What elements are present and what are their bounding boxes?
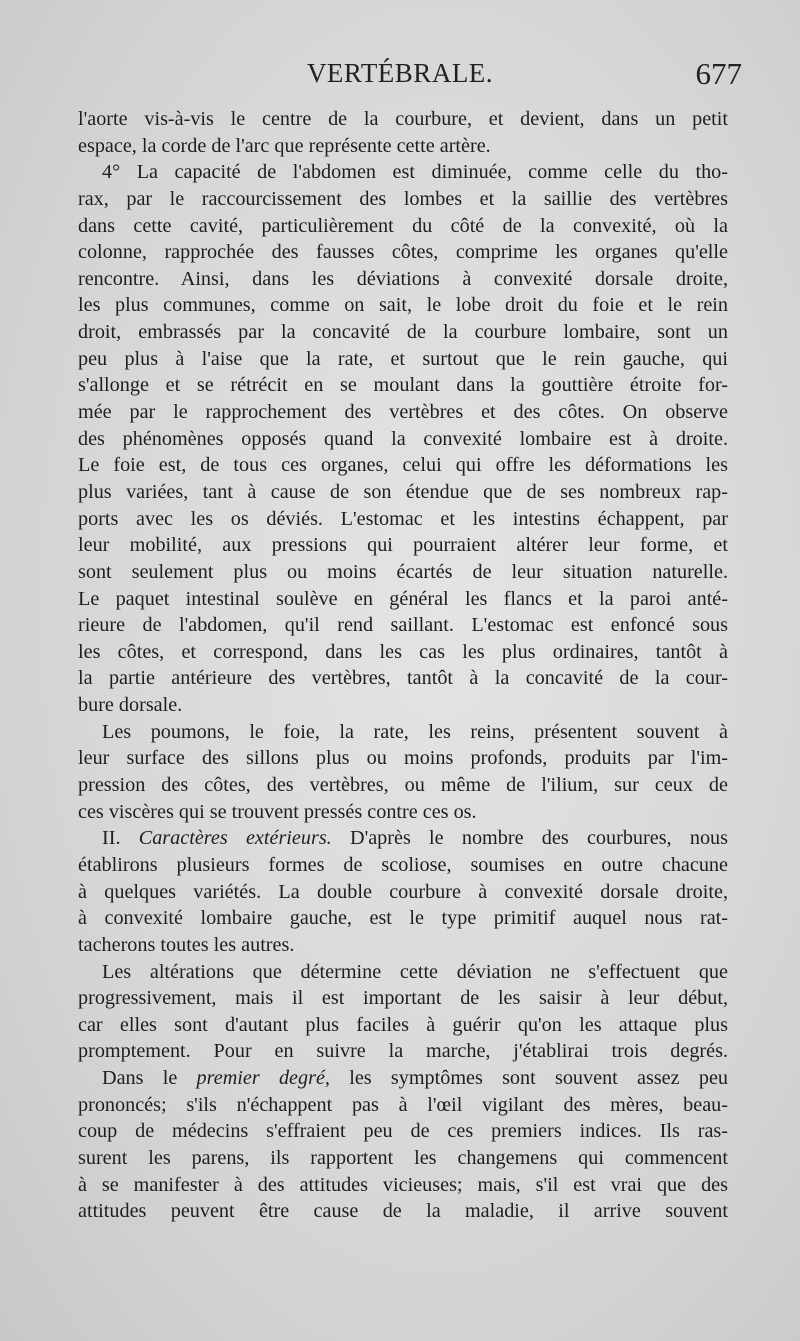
text-line: [78, 905, 728, 932]
text-line: [78, 799, 728, 826]
text-line: [78, 959, 728, 986]
text-line: [78, 639, 728, 666]
text-line-content: les plus communes, comme on sait, le lobe droit du foie et le rein: [78, 294, 728, 317]
text-line: [78, 612, 728, 639]
text-line: [78, 1198, 728, 1225]
text-line: [78, 745, 728, 772]
text-line-content: à convexité lombaire gauche, est le type primitif auquel nous rat-: [78, 907, 728, 930]
text-line-content: s'allonge et se rétrécit en se moulant dans la gouttière étroite for-: [78, 374, 728, 397]
text-line-content: plus variées, tant à cause de son étendue que de ses nombreux rap-: [78, 480, 728, 503]
text-line: [78, 772, 728, 799]
text-line: [78, 852, 728, 879]
text-line: [78, 266, 728, 293]
text-line-content: Les poumons, le foie, la rate, les reins, présentent souvent à: [102, 720, 728, 743]
text-line-prefix: II.: [102, 827, 139, 850]
text-line-content: prononcés; s'ils n'échappent pas à l'œil vigilant des mères, beau-: [78, 1093, 728, 1116]
text-line-content: Le paquet intestinal soulève en général les flancs et la paroi anté-: [78, 587, 728, 610]
text-line-prefix: Dans le: [102, 1067, 197, 1090]
text-line-content: D'après le nombre des courbures, nous: [331, 827, 728, 850]
text-line-content: établirons plusieurs formes de scoliose, soumises en outre chacune: [78, 853, 728, 876]
text-line: [78, 133, 728, 160]
text-line-content: coup de médecins s'effraient peu de ces premiers indices. Ils ras-: [78, 1120, 728, 1143]
text-line: [78, 559, 728, 586]
text-line-content: car elles sont d'autant plus faciles à guérir qu'on les attaque plus: [78, 1013, 728, 1036]
text-line: [78, 1172, 728, 1199]
text-line: [78, 985, 728, 1012]
text-line: [78, 452, 728, 479]
text-line-content: la partie antérieure des vertèbres, tantôt à la concavité de la cour-: [78, 667, 728, 690]
text-line-content: attitudes peuvent être cause de la maladie, il arrive souvent: [78, 1200, 728, 1223]
text-line: [78, 426, 728, 453]
text-line: [78, 319, 728, 346]
text-line-content: Le foie est, de tous ces organes, celui qui offre les déformations les: [78, 454, 728, 477]
page-number: 677: [695, 56, 742, 91]
text-line-content: mée par le rapprochement des vertèbres et des côtes. On observe: [78, 401, 728, 424]
text-line: [78, 399, 728, 426]
text-line-content: les symptômes sont souvent assez peu: [329, 1067, 728, 1090]
text-line: [78, 1145, 728, 1172]
text-line: [78, 372, 728, 399]
text-line-content: peu plus à l'aise que la rate, et surtout que le rein gauche, qui: [78, 347, 728, 370]
text-line: [78, 532, 728, 559]
text-line: [78, 186, 728, 213]
text-line: [78, 1118, 728, 1145]
text-line-content: Les altérations que détermine cette déviation ne s'effectuent que: [102, 960, 728, 983]
text-line-content: rax, par le raccourcissement des lombes et la saillie des vertèbres: [78, 187, 728, 210]
text-line: [78, 479, 728, 506]
text-line-content: promptement. Pour en suivre la marche, j'établirai trois degrés.: [78, 1040, 728, 1063]
text-line-content: dans cette cavité, particulièrement du côté de la convexité, où la: [78, 214, 728, 237]
page-header: [0, 56, 800, 96]
text-line-content: 4° La capacité de l'abdomen est diminuée, comme celle du tho-: [102, 161, 728, 184]
text-line-content: rencontre. Ainsi, dans les déviations à convexité dorsale droite,: [78, 267, 728, 290]
text-line-content: bure dorsale.: [78, 694, 183, 717]
text-line: [78, 239, 728, 266]
text-line-content: ces viscères qui se trouvent pressés contre ces os.: [78, 800, 477, 823]
text-line: [78, 346, 728, 373]
text-line: [78, 665, 728, 692]
text-line: [78, 1065, 728, 1092]
italic-heading: premier degré,: [196, 1067, 330, 1090]
text-line-content: pression des côtes, des vertèbres, ou même de l'ilium, sur ceux de: [78, 774, 728, 797]
text-line: [78, 719, 728, 746]
text-line-content: progressivement, mais il est important de les saisir à leur début,: [78, 987, 728, 1010]
text-line: [78, 825, 728, 852]
text-line: [78, 692, 728, 719]
body-text: [78, 106, 728, 1225]
text-line-content: leur surface des sillons plus ou moins profonds, produits par l'im-: [78, 747, 728, 770]
text-line: [78, 106, 728, 133]
text-line-content: les côtes, et correspond, dans les cas les plus ordinaires, tantôt à: [78, 640, 728, 663]
text-line: [78, 879, 728, 906]
text-line-content: à se manifester à des attitudes vicieuses; mais, s'il est vrai que des: [78, 1173, 728, 1196]
text-line-content: sont seulement plus ou moins écartés de leur situation naturelle.: [78, 560, 728, 583]
text-line: [78, 292, 728, 319]
text-line: [78, 1012, 728, 1039]
text-line: [78, 159, 728, 186]
text-line-content: l'aorte vis-à-vis le centre de la courbure, et devient, dans un petit: [78, 108, 728, 130]
text-line-content: colonne, rapprochée des fausses côtes, comprime les organes qu'elle: [78, 241, 728, 264]
text-line-content: tacherons toutes les autres.: [78, 933, 295, 956]
text-line: [78, 506, 728, 533]
text-line-content: surent les parens, ils rapportent les changemens qui commencent: [78, 1146, 728, 1169]
running-title: VERTÉBRALE.: [306, 58, 494, 88]
text-line-content: à quelques variétés. La double courbure à convexité dorsale droite,: [78, 880, 728, 903]
text-line-content: espace, la corde de l'arc que représente cette artère.: [78, 134, 491, 157]
text-line: [78, 932, 728, 959]
text-line: [78, 213, 728, 240]
text-line-content: ports avec les os déviés. L'estomac et les intestins échappent, par: [78, 507, 728, 530]
text-line-content: des phénomènes opposés quand la convexité lombaire est à droite.: [78, 427, 728, 450]
text-line: [78, 586, 728, 613]
text-line: [78, 1092, 728, 1119]
text-line: [78, 1038, 728, 1065]
italic-heading: Caractères extérieurs.: [138, 827, 332, 850]
text-line-content: droit, embrassés par la concavité de la courbure lombaire, sont un: [78, 321, 728, 344]
text-line-content: rieure de l'abdomen, qu'il rend saillant. L'estomac est enfoncé sous: [78, 614, 728, 637]
text-line-content: leur mobilité, aux pressions qui pourraient altérer leur forme, et: [78, 534, 728, 557]
